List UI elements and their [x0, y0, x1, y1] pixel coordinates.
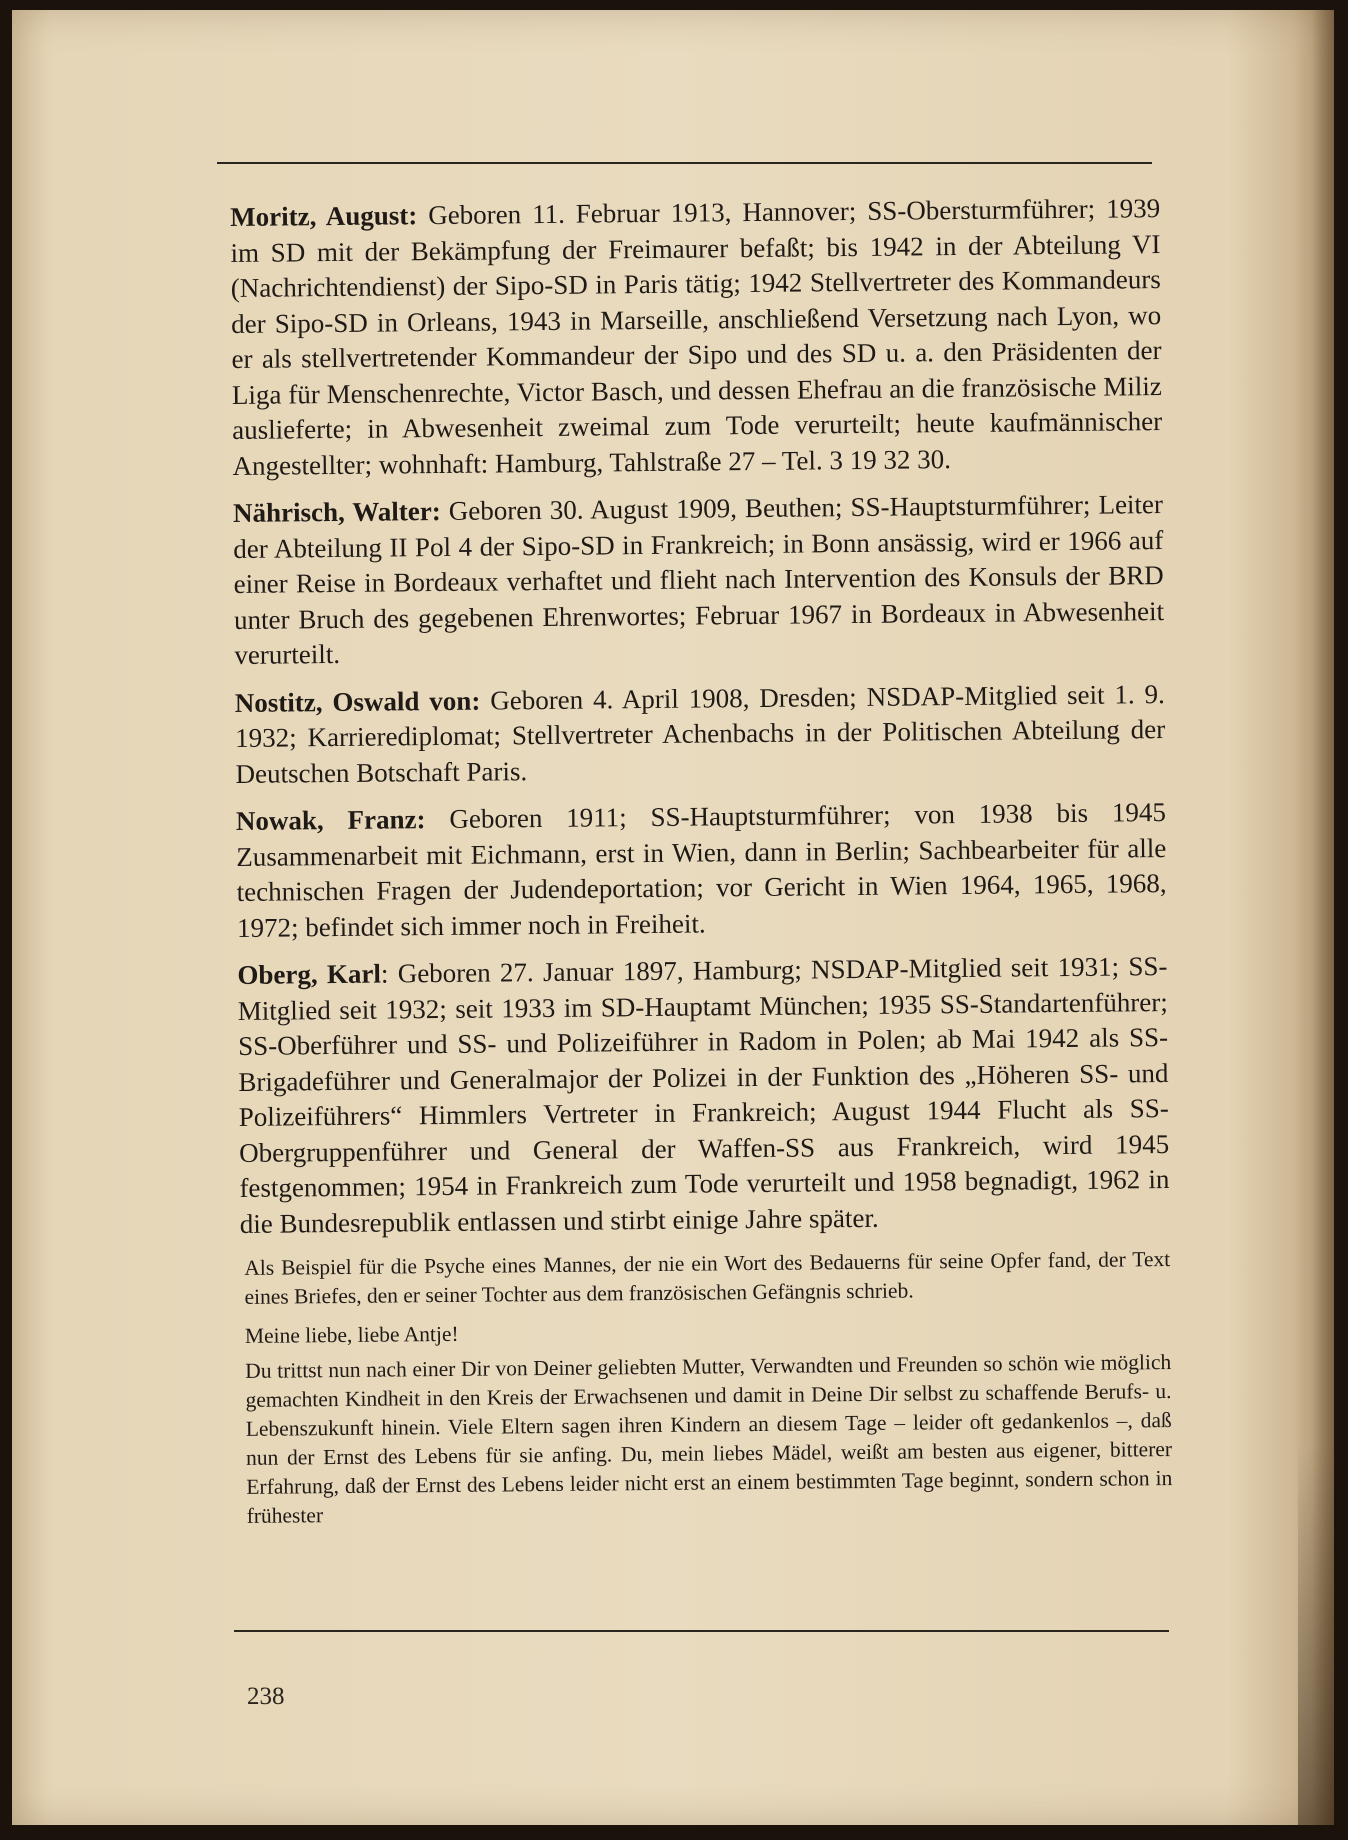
entry-text: Geboren 4. April 1908, Dresden; NSDAP-Mitglied seit 1. 9. 1932; Karrierediplomat; Stellvertreter Achenbachs in der Politischen Abteilung der Deutschen Botschaft Paris. [235, 678, 1166, 789]
entry-oberg [237, 949, 1170, 1242]
entry-moritz [230, 191, 1163, 484]
editorial-note: Als Beispiel für die Psyche eines Mannes, der nie ein Wort des Bedauerns für seine Opfer fand, der Text eines Briefes, den er seiner Tochter aus dem französischen Gefängnis schrieb. [244, 1247, 1171, 1309]
entry-name: Nowak, Franz: [235, 804, 426, 836]
entry-text: Geboren 1911; SS-Hauptsturmführer; von 1938 bis 1945 Zusammenarbeit mit Eichmann, erst in Wien, dann in Berlin; Sachbearbeiter für alle technischen Fragen der Judendeportation; vor Gericht in Wien 1964, 1965, 1968, 1972; befindet sich immer noch in Freiheit. [236, 797, 1167, 943]
book-page [12, 10, 1334, 1825]
entry-name: Nährisch, Walter: [232, 495, 441, 528]
letter-body: Du trittst nun nach einer Dir von Deiner geliebten Mutter, Verwandten und Freunden so schön wie möglich gemachten Kindheit in den Kreis der Erwachsenen und damit in Deine Dir selbst zu schaffende Berufs- u. Lebenszukunft hinein. Viele Eltern sagen ihren Kindern an diesem Tage – leider oft gedankenlos –, daß nun der Ernst des Lebens für sie anfing. Du, mein liebes Mädel, weißt am besten aus eigener, bitterer Erfahrung, daß der Ernst des Lebens leider nicht erst an einem bestimmten Tage beginnt, sondern schon in frühester [245, 1350, 1173, 1528]
entry-name: Oberg, Karl [237, 958, 382, 990]
bottom-rule [234, 1630, 1169, 1632]
page-number: 238 [247, 1683, 285, 1710]
entry-text: Geboren 30. August 1909, Beuthen; SS-Hauptsturmführer; Leiter der Abteilung II Pol 4 der Sipo-SD in Frankreich; in Bonn ansässig, wird er 1966 auf einer Reise in Bordeaux verhaftet und flieht nach Intervention des Konsuls der BRD unter Bruch des gegebenen Ehrenwortes; Februar 1967 in Bordeaux in Abwesenheit verurteilt. [233, 489, 1165, 670]
entry-name: Nostitz, Oswald von: [234, 685, 481, 718]
entry-nowak [236, 795, 1167, 946]
entry-name: Moritz, August: [230, 200, 418, 232]
entry-text: Geboren 11. Februar 1913, Hannover; SS-Obersturmführer; 1939 im SD mit der Bekämpfung der Freimaurer befaßt; bis 1942 in der Abteilung VI (Nachrichtendienst) der Sipo-SD in Paris tätig; 1942 Stellvertreter des Kommandeurs der Sipo-SD in Orleans, 1943 in Marseille, anschließend Versetzung nach Lyon, wo er als stellvertretender Kommandeur der Sipo und des SD u. a. den Präsidenten der Liga für Menschenrechte, Victor Basch, und dessen Ehefrau an die französische Miliz auslieferte; in Abwesenheit zweimal zum Tode verurteilt; heute kaufmännischer Angestellter; wohnhaft: Hamburg, Tahlstraße 27 – Tel. 3 19 32 30. [230, 193, 1163, 481]
entry-text: : Geboren 27. Januar 1897, Hamburg; NSDAP-Mitglied seit 1931; SS-Mitglied seit 1932; seit 1933 im SD-Hauptamt München; 1935 SS-Standartenführer; SS-Oberführer und SS- und Polizeiführer in Radom in Polen; ab Mai 1942 als SS-Brigadeführer und Generalmajor der Polizei in der Funktion des „Höheren SS- und Polizeiführers“ Himmlers Vertreter in Frankreich; August 1944 Flucht als SS-Obergruppenführer und General der Waffen-SS aus Frankreich, wird 1945 festgenommen; 1954 in Frankreich zum Tode verurteilt und 1958 begnadigt, 1962 in die Bundesrepublik entlassen und stirbt einige Jahre später. [237, 951, 1170, 1239]
entry-nostitz [235, 677, 1166, 792]
letter-greeting: Meine liebe, liebe Antje! [244, 1321, 459, 1348]
page-corner-shadow [1298, 1445, 1334, 1825]
page-content [230, 191, 1173, 1531]
top-rule [217, 162, 1152, 164]
entry-naehrisch [233, 487, 1165, 673]
